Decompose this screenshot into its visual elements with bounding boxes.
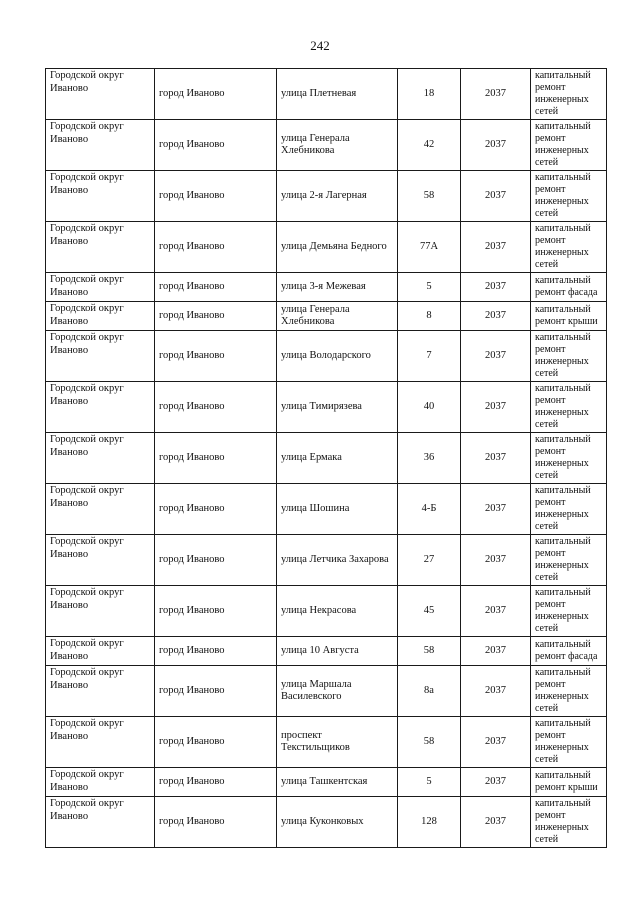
- table-row: [46, 222, 607, 273]
- cell-street: улица Генерала Хлебникова: [277, 302, 398, 331]
- cell-house: 58: [398, 637, 461, 666]
- cell-street: улица Куконковых: [277, 797, 398, 848]
- cell-house: 27: [398, 535, 461, 586]
- table-row: [46, 331, 607, 382]
- cell-city: город Иваново: [155, 273, 277, 302]
- cell-okrug: Городской округ Иваново: [46, 586, 155, 637]
- cell-okrug: Городской округ Иваново: [46, 768, 155, 797]
- cell-city: город Иваново: [155, 797, 277, 848]
- cell-okrug: Городской округ Иваново: [46, 171, 155, 222]
- cell-work: капитальный ремонт инженерных сетей: [531, 120, 607, 171]
- cell-house: 8а: [398, 666, 461, 717]
- cell-city: город Иваново: [155, 717, 277, 768]
- cell-city: город Иваново: [155, 637, 277, 666]
- cell-work: капитальный ремонт крыши: [531, 768, 607, 797]
- cell-work: капитальный ремонт инженерных сетей: [531, 222, 607, 273]
- cell-house: 77А: [398, 222, 461, 273]
- cell-year: 2037: [461, 717, 531, 768]
- cell-work: капитальный ремонт фасада: [531, 273, 607, 302]
- cell-house: 45: [398, 586, 461, 637]
- cell-house: 7: [398, 331, 461, 382]
- cell-okrug: Городской округ Иваново: [46, 797, 155, 848]
- cell-work: капитальный ремонт инженерных сетей: [531, 666, 607, 717]
- cell-work: капитальный ремонт инженерных сетей: [531, 535, 607, 586]
- cell-city: город Иваново: [155, 433, 277, 484]
- cell-year: 2037: [461, 797, 531, 848]
- cell-work: капитальный ремонт инженерных сетей: [531, 171, 607, 222]
- cell-street: улица Маршала Василевского: [277, 666, 398, 717]
- cell-year: 2037: [461, 171, 531, 222]
- table-row: [46, 433, 607, 484]
- table-row: [46, 484, 607, 535]
- cell-okrug: Городской округ Иваново: [46, 433, 155, 484]
- cell-year: 2037: [461, 484, 531, 535]
- cell-street: проспект Текстильщиков: [277, 717, 398, 768]
- cell-okrug: Городской округ Иваново: [46, 637, 155, 666]
- cell-house: 4-Б: [398, 484, 461, 535]
- table-row: [46, 382, 607, 433]
- cell-work: капитальный ремонт инженерных сетей: [531, 586, 607, 637]
- cell-okrug: Городской округ Иваново: [46, 331, 155, 382]
- cell-house: 5: [398, 273, 461, 302]
- cell-work: капитальный ремонт инженерных сетей: [531, 484, 607, 535]
- cell-street: улица 3-я Межевая: [277, 273, 398, 302]
- cell-okrug: Городской округ Иваново: [46, 535, 155, 586]
- cell-okrug: Городской округ Иваново: [46, 69, 155, 120]
- cell-year: 2037: [461, 586, 531, 637]
- cell-year: 2037: [461, 69, 531, 120]
- cell-year: 2037: [461, 331, 531, 382]
- cell-house: 5: [398, 768, 461, 797]
- cell-year: 2037: [461, 382, 531, 433]
- cell-okrug: Городской округ Иваново: [46, 382, 155, 433]
- cell-street: улица Володарского: [277, 331, 398, 382]
- table-row: [46, 797, 607, 848]
- cell-house: 40: [398, 382, 461, 433]
- table-row: [46, 273, 607, 302]
- cell-city: город Иваново: [155, 222, 277, 273]
- cell-work: капитальный ремонт крыши: [531, 302, 607, 331]
- cell-okrug: Городской округ Иваново: [46, 273, 155, 302]
- cell-house: 58: [398, 171, 461, 222]
- cell-year: 2037: [461, 120, 531, 171]
- housing-repair-table: [45, 68, 607, 848]
- table-body: [46, 69, 607, 848]
- cell-year: 2037: [461, 768, 531, 797]
- cell-street: улица Плетневая: [277, 69, 398, 120]
- cell-city: город Иваново: [155, 586, 277, 637]
- cell-year: 2037: [461, 637, 531, 666]
- cell-year: 2037: [461, 302, 531, 331]
- cell-city: город Иваново: [155, 171, 277, 222]
- cell-work: капитальный ремонт фасада: [531, 637, 607, 666]
- cell-street: улица Ермака: [277, 433, 398, 484]
- cell-year: 2037: [461, 666, 531, 717]
- cell-work: капитальный ремонт инженерных сетей: [531, 433, 607, 484]
- cell-street: улица Летчика Захарова: [277, 535, 398, 586]
- cell-work: капитальный ремонт инженерных сетей: [531, 717, 607, 768]
- cell-street: улица 2-я Лагерная: [277, 171, 398, 222]
- page-number: 242: [310, 38, 330, 53]
- cell-okrug: Городской округ Иваново: [46, 302, 155, 331]
- cell-city: город Иваново: [155, 69, 277, 120]
- table-row: [46, 586, 607, 637]
- cell-city: город Иваново: [155, 666, 277, 717]
- cell-year: 2037: [461, 535, 531, 586]
- cell-okrug: Городской округ Иваново: [46, 120, 155, 171]
- cell-city: город Иваново: [155, 535, 277, 586]
- cell-house: 58: [398, 717, 461, 768]
- cell-work: капитальный ремонт инженерных сетей: [531, 331, 607, 382]
- cell-city: город Иваново: [155, 484, 277, 535]
- cell-street: улица Тимирязева: [277, 382, 398, 433]
- cell-street: улица Шошина: [277, 484, 398, 535]
- cell-okrug: Городской округ Иваново: [46, 484, 155, 535]
- cell-year: 2037: [461, 433, 531, 484]
- cell-house: 128: [398, 797, 461, 848]
- table-row: [46, 302, 607, 331]
- cell-work: капитальный ремонт инженерных сетей: [531, 69, 607, 120]
- table-row: [46, 171, 607, 222]
- table-row: [46, 637, 607, 666]
- table-row: [46, 120, 607, 171]
- cell-city: город Иваново: [155, 382, 277, 433]
- cell-street: улица 10 Августа: [277, 637, 398, 666]
- cell-street: улица Некрасова: [277, 586, 398, 637]
- table-row: [46, 717, 607, 768]
- cell-house: 18: [398, 69, 461, 120]
- cell-street: улица Генерала Хлебникова: [277, 120, 398, 171]
- cell-work: капитальный ремонт инженерных сетей: [531, 797, 607, 848]
- cell-house: 36: [398, 433, 461, 484]
- cell-city: город Иваново: [155, 120, 277, 171]
- cell-year: 2037: [461, 273, 531, 302]
- cell-city: город Иваново: [155, 768, 277, 797]
- cell-house: 8: [398, 302, 461, 331]
- table-row: [46, 535, 607, 586]
- cell-street: улица Ташкентская: [277, 768, 398, 797]
- cell-okrug: Городской округ Иваново: [46, 222, 155, 273]
- cell-house: 42: [398, 120, 461, 171]
- cell-year: 2037: [461, 222, 531, 273]
- cell-city: город Иваново: [155, 302, 277, 331]
- table-row: [46, 768, 607, 797]
- cell-work: капитальный ремонт инженерных сетей: [531, 382, 607, 433]
- table-row: [46, 69, 607, 120]
- table-row: [46, 666, 607, 717]
- cell-city: город Иваново: [155, 331, 277, 382]
- cell-okrug: Городской округ Иваново: [46, 666, 155, 717]
- cell-street: улица Демьяна Бедного: [277, 222, 398, 273]
- cell-okrug: Городской округ Иваново: [46, 717, 155, 768]
